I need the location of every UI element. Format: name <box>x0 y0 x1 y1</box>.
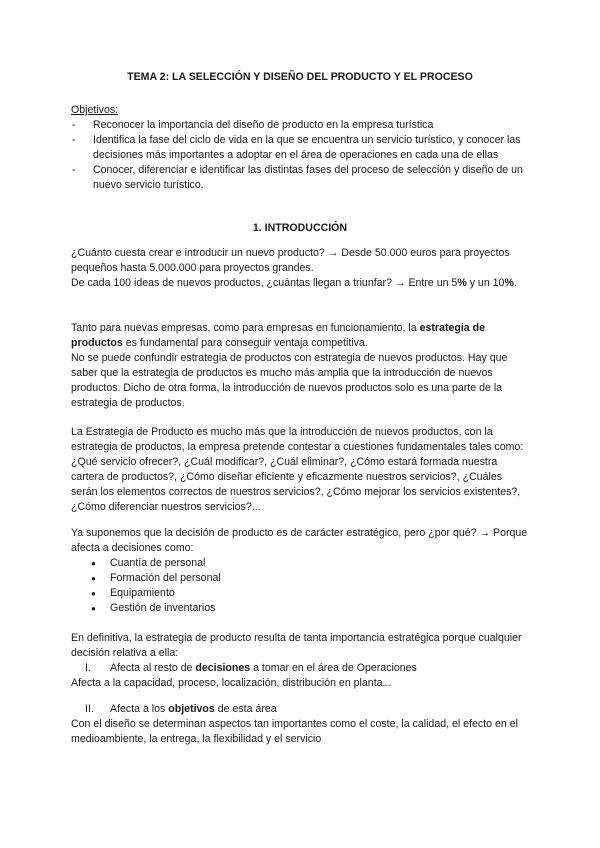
paragraph-estrategia <box>71 321 531 351</box>
objetivos-section <box>71 103 531 193</box>
list-item: ● Formación del personal <box>71 571 531 586</box>
intro-paragraph-5 <box>71 631 531 691</box>
decisions-list <box>71 556 531 616</box>
roman-item-1 <box>71 661 531 676</box>
roman-numeral: I. <box>85 662 91 674</box>
text-run: y un 10 <box>466 277 505 289</box>
intro-paragraph-4 <box>71 526 531 616</box>
text-run: Tanto para nuevas empresas, como para empresas en funcionamiento, la <box>71 322 420 334</box>
paragraph-en-definitiva: En definitiva, la estrategia de producto resulta de tanta importancia estratégica porque cualquier decisión relativa a ella: <box>71 632 522 659</box>
text-run: Afecta al resto de <box>110 662 196 674</box>
paragraph-estrategia-producto: La Estrategia de Producto es mucho más que la introducción de nuevos productos, con la estrategia de productos, la empresa pretende contestar a cuestiones fundamentales tales como: ¿Qué servicio ofrecer?, ¿Cuál modificar?, ¿Cuál eliminar?, ¿Cómo estará formada nuestra cartera de productos?, ¿Cómo diseñar eficiente y eficazmente nuestros servicios?, ¿Cuáles serán los elementos correctos de nuestros servicios?, ¿Cómo mejorar los servicios existentes?, ¿Cómo diferenciar nuestros servicios?... <box>71 426 524 513</box>
bold-run: decisiones <box>195 662 251 674</box>
paragraph-cost: ¿Cuánto cuesta crear e introducir un nuevo producto? → Desde 50.000 euros para proyectos pequeños hasta 5.000.000 para proyectos grandes. <box>71 247 510 274</box>
text-run: a tomar en el área de Operaciones <box>250 662 417 674</box>
roman-item-2 <box>71 702 531 717</box>
intro-paragraph-3 <box>71 425 531 515</box>
intro-paragraph-2 <box>71 321 531 411</box>
section-heading-introduccion: 1. INTRODUCCIÓN <box>252 222 348 234</box>
objetivo-item: - Reconocer la importancia del diseño de producto en la empresa turística <box>71 118 531 133</box>
paragraph-decision: Ya suponemos que la decisión de producto es de carácter estratégico, pero ¿por qué? → Porque afecta a decisiones como: <box>71 527 528 554</box>
text-run: es fundamental para conseguir ventaja competitiva. <box>122 337 368 349</box>
roman-numeral: II. <box>85 703 94 715</box>
bold-run: % <box>457 277 467 289</box>
list-item: ● Equipamiento <box>71 586 531 601</box>
text-run: Afecta a los <box>110 703 169 715</box>
objetivos-list <box>71 118 531 193</box>
list-item: ● Cuantía de personal <box>71 556 531 571</box>
intro-paragraph-1 <box>71 246 531 291</box>
paragraph-confusion: No se puede confundir estrategia de productos con estrategia de nuevos productos. Hay que saber que la estrategia de productos es mucho más amplia que la introducción de nuevos productos. Dicho de otra forma, la introducción de nuevos productos solo es una parte de la estrategia de productos. <box>71 352 508 409</box>
objetivo-item: - Conocer, diferenciar e identificar las distintas fases del proceso de selección y diseño de un nuevo servicio turístico. <box>71 163 531 193</box>
roman-item-2-detail: Con el diseño se determinan aspectos tan importantes como el coste, la calidad, el efecto en el medioambiente, la entrega, la flexibilidad y el servicio <box>71 718 518 745</box>
document-title: TEMA 2: LA SELECCIÓN Y DISEÑO DEL PRODUCTO Y EL PROCESO <box>127 71 473 83</box>
intro-paragraph-6 <box>71 702 531 747</box>
paragraph-ideas <box>71 276 531 291</box>
objetivos-label: Objetivos: <box>71 104 119 116</box>
text-run: De cada 100 ideas de nuevos productos, ¿cuántas llegan a triunfar? → Entre un 5 <box>71 277 458 289</box>
objetivo-item: - Identifica la fase del ciclo de vida en la que se encuentra un servicio turístico, y conocer las decisiones más importantes a adoptar en el área de operaciones en cada una de ellas <box>71 133 531 163</box>
bold-run: objetivos <box>168 703 215 715</box>
roman-item-1-detail: Afecta a la capacidad, proceso, localización, distribución en planta... <box>71 677 392 689</box>
list-item: ● Gestión de inventarios <box>71 601 531 616</box>
bold-run: % <box>504 277 514 289</box>
text-run: . <box>513 277 517 289</box>
text-run: de esta área <box>214 703 277 715</box>
bold-run: estrategia de productos <box>71 322 485 349</box>
